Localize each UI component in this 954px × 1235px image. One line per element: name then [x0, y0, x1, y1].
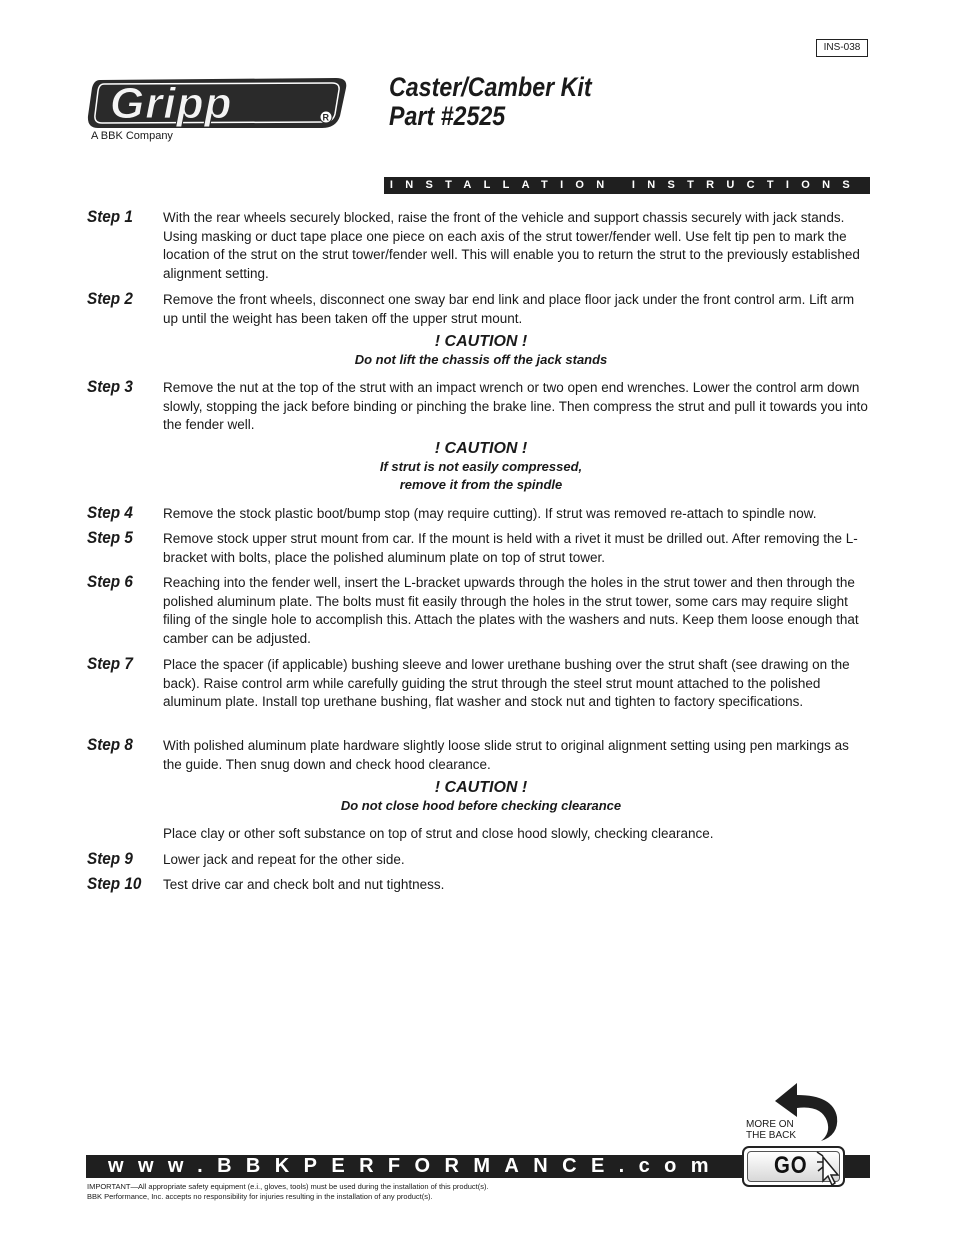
website-url[interactable]: www.BBKPERFORMANCE.com — [108, 1155, 723, 1177]
step-text: Lower jack and repeat for the other side. — [163, 852, 405, 867]
legal-line: BBK Performance, Inc. accepts no responsibility for injuries resulting in the installation of any product(s). — [87, 1192, 433, 1201]
step-label: Step 1 — [87, 207, 133, 226]
caution-block — [163, 333, 799, 369]
step-text: Reaching into the fender well, insert the L-bracket upwards through the holes in the strut tower and then through the polished aluminum plate. The bolts must fit easily through the holes in the strut tower, some cars may require slight filing of the single hole to accomplish this. Attach the plates with the washers and nuts. Keep them loose enough that camber can be adjusted. — [163, 575, 859, 646]
caution-heading: ! CAUTION ! — [434, 779, 528, 796]
step-text: Remove the nut at the top of the strut with an impact wrench or two open end wrenches. Lower the control arm down slowly, stopping the jack before binding or pinching the brake line. Then compress the strut and pull it towards you into the fender well. — [163, 380, 868, 433]
step-label: Step 6 — [87, 572, 133, 591]
caution-text: Do not lift the chassis off the jack stands — [354, 352, 608, 367]
svg-text:R: R — [322, 112, 329, 123]
go-button-label: GO — [774, 1152, 808, 1179]
step-label: Step 10 — [87, 874, 142, 893]
step-text: With polished aluminum plate hardware slightly loose slide strut to original alignment setting using pen markings as the guide. Then snug down and check hood clearance. — [163, 738, 849, 772]
step-text: Remove the front wheels, disconnect one sway bar end link and place floor jack under the front control arm. Lift arm up until the weight has been taken off the upper strut mount. — [163, 292, 855, 326]
more-line: THE BACK — [746, 1130, 797, 1141]
caution-text: Do not close hood before checking clearance — [340, 798, 622, 813]
step-text: Place the spacer (if applicable) bushing sleeve and lower urethane bushing over the strut shaft (see drawing on the back). Raise control arm while carefully guiding the strut through the steel strut mount attached to the polished aluminum plate. Install top urethane bushing, flat washer and stock nut and tighten to factory specifications. — [163, 657, 850, 710]
step-label: Step 7 — [87, 654, 133, 673]
title-product: Caster/Camber Kit — [389, 72, 592, 102]
caution-block — [163, 779, 799, 815]
svg-text:Gripp: Gripp — [110, 79, 233, 128]
page-title — [389, 73, 592, 131]
step-text: Test drive car and check bolt and nut tightness. — [163, 877, 445, 892]
title-part-number: Part #2525 — [389, 101, 506, 131]
caution-text: If strut is not easily compressed, — [379, 459, 583, 474]
pointer-cursor-icon — [815, 1148, 841, 1188]
document-code: INS-038 — [816, 39, 868, 57]
step-label: Step 8 — [87, 735, 133, 754]
legal-disclaimer — [87, 1182, 647, 1202]
step-label: Step 9 — [87, 849, 133, 868]
step-label: Step 5 — [87, 528, 133, 547]
extra-note: Place clay or other soft substance on top of strut and close hood slowly, checking clearance. — [163, 826, 714, 841]
section-band: INSTALLATION INSTRUCTIONS — [384, 177, 870, 194]
step-text: Remove the stock plastic boot/bump stop (may require cutting). If strut was removed re-attach to spindle now. — [163, 506, 817, 521]
step-label: Step 2 — [87, 289, 133, 308]
step-label: Step 4 — [87, 503, 133, 522]
more-on-back-label — [746, 1119, 796, 1141]
step-text: Remove stock upper strut mount from car. If the mount is held with a rivet it must be drilled out. After removing the L-bracket with bolts, place the polished aluminum plate on top of strut tower. — [163, 531, 858, 565]
caution-heading: ! CAUTION ! — [434, 333, 528, 350]
more-line: MORE ON — [746, 1119, 794, 1130]
legal-line: IMPORTANT—All appropriate safety equipment (e.i., gloves, tools) must be used during the installation of this product(s). — [87, 1182, 489, 1191]
step-label: Step 3 — [87, 377, 133, 396]
caution-text: remove it from the spindle — [399, 477, 563, 492]
step-text: With the rear wheels securely blocked, raise the front of the vehicle and support chassis securely with jack stands. Using masking or duct tape place one piece on each axis of the strut tower/fender well. Use felt tip pen to mark the location of the strut on the strut tower/fender well. This will enable you to return the strut to the previously established alignment setting. — [163, 210, 860, 281]
caution-heading: ! CAUTION ! — [434, 440, 528, 457]
brand-subtitle: A BBK Company — [91, 130, 173, 142]
caution-block — [163, 440, 799, 494]
gripp-logo — [86, 72, 348, 134]
